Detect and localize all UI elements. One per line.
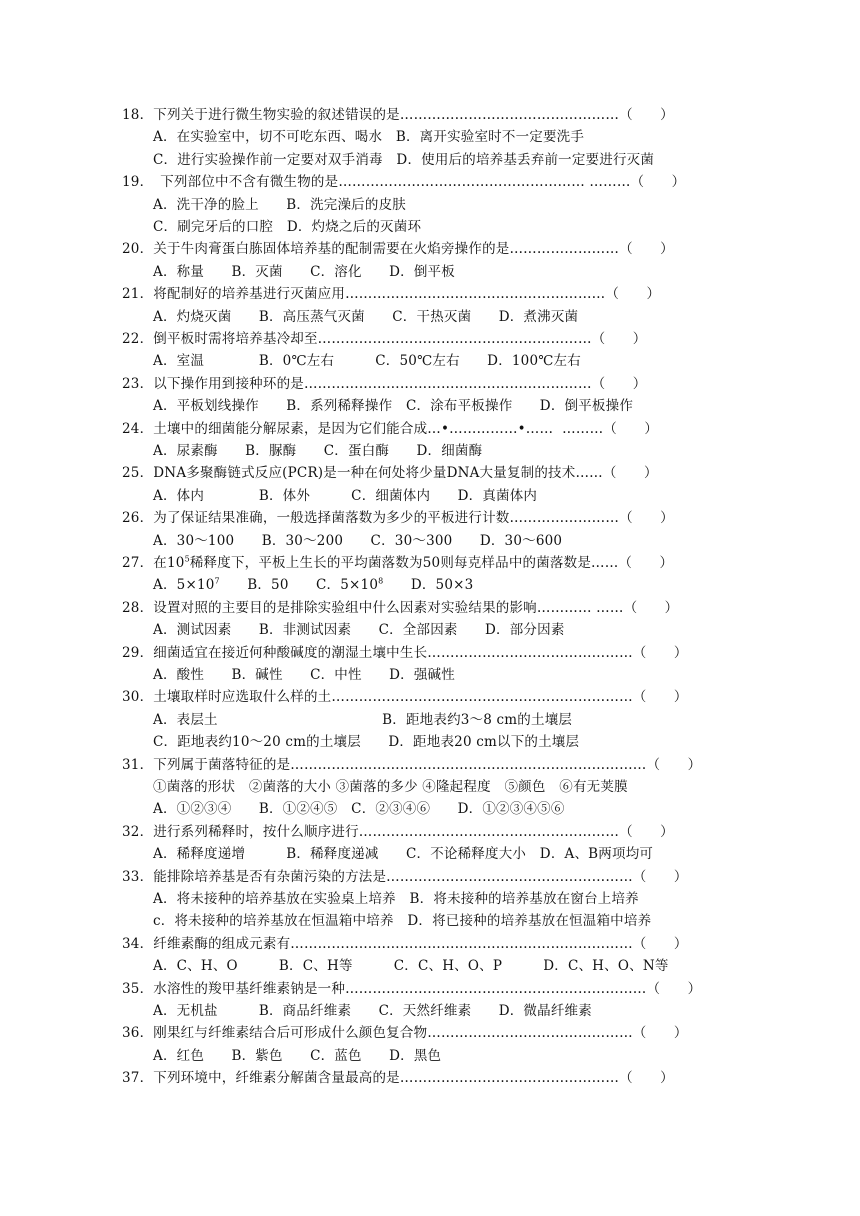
option-line: A．将未接种的培养基放在实验桌上培养 B．将未接种的培养基放在窗台上培养 bbox=[153, 891, 639, 907]
option-line: A．灼烧灭菌 B．高压蒸气灭菌 C．干热灭菌 D．煮沸灭菌 bbox=[153, 308, 579, 325]
option-line: A．测试因素 B．非测试因素 C．全部因素 D．部分因素 bbox=[153, 622, 565, 639]
question-line: 33．能排除培养基是否有杂菌污染的方法是………………………………………………（ ） bbox=[122, 868, 688, 885]
option-line: ①菌落的形状 ②菌落的大小 ③菌落的多少 ④隆起程度 ⑤颜色 ⑥有无荚膜 bbox=[153, 779, 628, 795]
option-line: c．将未接种的培养基放在恒温箱中培养 D．将已接种的培养基放在恒温箱中培养 bbox=[153, 913, 652, 930]
option-line: A．30～100 B．30～200 C．30～300 D．30～600 bbox=[153, 532, 563, 549]
question-line: 21．将配制好的培养基进行灭菌应用…………………………………………………（ ） bbox=[122, 286, 661, 303]
question-line: 31．下列属于菌落特征的是……………………………………………………………………（ ） bbox=[122, 756, 702, 773]
option-line: A．洗干净的脸上 B．洗完澡后的皮肤 bbox=[153, 196, 406, 213]
question-line: 23．以下操作用到接种环的是………………………………………………………（ ） bbox=[122, 375, 647, 392]
question-line: 24．土壤中的细菌能分解尿素，是因为它们能合成…•……………•…… ………（ ） bbox=[122, 420, 659, 437]
option-line: A．酸性 B．碱性 C．中性 D．强碱性 bbox=[153, 667, 455, 683]
option-line: A．平板划线操作 B．系列稀释操作 C．涂布平板操作 D．倒平板操作 bbox=[153, 398, 634, 415]
question-line: 26．为了保证结果准确，一般选择菌落数为多少的平板进行计数……………………（ ） bbox=[122, 510, 674, 527]
option-line: A．红色 B．紫色 C．蓝色 D．黑色 bbox=[153, 1047, 442, 1064]
question-line: 36．刚果红与纤维素结合后可形成什么颜色复合物………………………………………（ ） bbox=[122, 1025, 688, 1042]
option-line: A．称量 B．灭菌 C．溶化 D．倒平板 bbox=[153, 263, 455, 280]
option-line: C．进行实验操作前一定要对双手消毒 D．使用后的培养基丢弃前一定要进行灭菌 bbox=[153, 151, 655, 168]
option-line: A．无机盐 B．商品纤维素 C．天然纤维素 D．微晶纤维素 bbox=[153, 1003, 592, 1019]
option-line: C．刷完牙后的口腔 D．灼烧之后的灭菌环 bbox=[153, 219, 422, 235]
option-line: A．$5\times 10^7$ B．50 C．$5\times 10^8$ D．50×3 bbox=[153, 576, 474, 594]
option-line: C．距地表约10～20 cm的土壤层 D．距地表20 cm以下的土壤层 bbox=[153, 734, 580, 751]
option-line: A．C、H、O B．C、H等 C．C、H、O、P D．C、H、O、N等 bbox=[153, 958, 669, 975]
question-line: 32．进行系列稀释时，按什么顺序进行…………………………………………………（ ） bbox=[122, 823, 674, 840]
question-line: 19． 下列部位中不含有微生物的是……………………………………………… ………（ ） bbox=[122, 174, 686, 191]
question-line: 20．关于牛肉膏蛋白胨固体培养基的配制需要在火焰旁操作的是……………………（ ） bbox=[122, 241, 674, 258]
option-line: A．尿素酶 B．脲酶 C．蛋白酶 D．细菌酶 bbox=[153, 443, 483, 459]
option-line: A．表层土 B．距地表约3～8 cm的土壤层 bbox=[153, 711, 573, 728]
option-line: A．室温 B．0℃左右 C．50℃左右 D．100℃左右 bbox=[153, 353, 581, 370]
question-line: 18．下列关于进行微生物实验的叙述错误的是…………………………………………（ ） bbox=[122, 107, 674, 123]
question-line: 34．纤维素酶的组成元素有…………………………………………………………………（ ） bbox=[122, 935, 688, 952]
question-line: 27．在$10^5$稀释度下，平板上生长的平均菌落数为50则每克样品中的菌落数是……（ ） bbox=[122, 554, 674, 571]
question-line: 29．细菌适宜在接近何种酸碱度的潮湿土壤中生长………………………………………（ ） bbox=[122, 644, 688, 661]
option-line: A．体内 B．体外 C．细菌体内 D．真菌体内 bbox=[153, 487, 538, 504]
option-line: A．①②③④ B．①②④⑤ C．②③④⑥ D．①②③④⑤⑥ bbox=[153, 801, 565, 818]
option-line: A．稀释度递增 B．稀释度递减 C．不论稀释度大小 D．A、B两项均可 bbox=[153, 846, 654, 863]
question-line: 25．DNA多聚酶链式反应(PCR)是一种在何处将少量DNA大量复制的技术……（ ） bbox=[122, 465, 658, 482]
option-line: A．在实验室中，切不可吃东西、喝水 B．离开实验室时不一定要洗手 bbox=[153, 129, 585, 146]
question-line: 28．设置对照的主要目的是排除实验组中什么因素对实验结果的影响………… ……（ ） bbox=[122, 599, 679, 616]
question-line: 30．土壤取样时应选取什么样的土…………………………………………………………（ ） bbox=[122, 689, 688, 706]
question-line: 22．倒平板时需将培养基冷却至……………………………………………………（ ） bbox=[122, 331, 647, 347]
question-line: 37．下列环境中，纤维素分解菌含量最高的是…………………………………………（ ） bbox=[122, 1070, 674, 1087]
question-line: 35．水溶性的羧甲基纤维素钠是一种…………………………………………………………（ ） bbox=[122, 980, 702, 997]
